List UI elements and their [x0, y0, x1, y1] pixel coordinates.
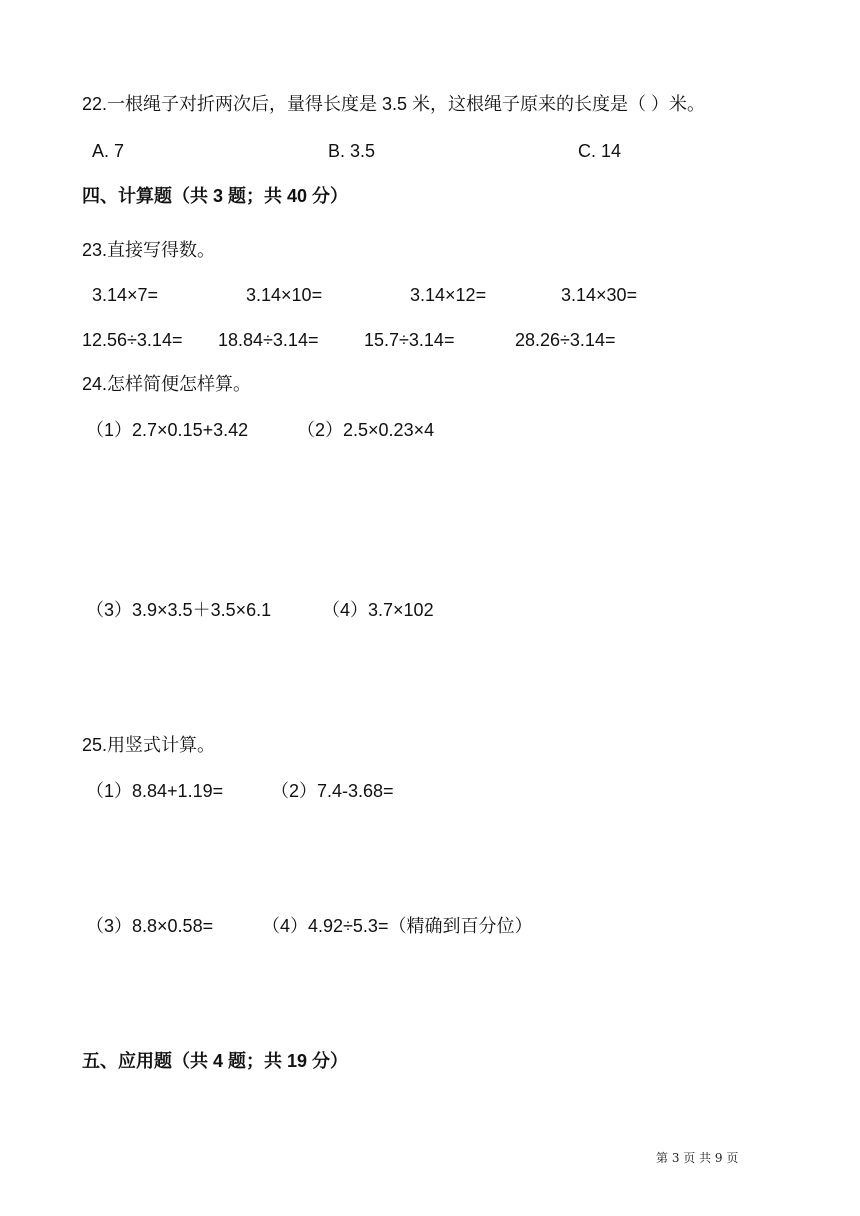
q23-question: 23.直接写得数。: [82, 240, 216, 260]
q22-option-b: B. 3.5: [328, 141, 376, 161]
q25-item: （1）8.84+1.19=: [86, 781, 224, 801]
page-number: 第 3 页 共 9 页: [656, 1151, 739, 1165]
q22-option-c: C. 14: [578, 141, 622, 161]
q25-item: （4）4.92÷5.3=（精确到百分位）: [262, 916, 533, 936]
section-heading-application: 五、应用题（共 4 题；共 19 分）: [82, 1051, 349, 1071]
q24-question: 24.怎样简便怎样算。: [82, 374, 252, 394]
q22-question: 22.一根绳子对折两次后，量得长度是 3.5 米，这根绳子原来的长度是（ ）米。: [82, 94, 706, 114]
q23-item: 3.14×10=: [246, 285, 323, 305]
q23-item: 3.14×7=: [92, 285, 159, 305]
q24-item: （1）2.7×0.15+3.42: [86, 420, 249, 440]
section-heading-calculation: 四、计算题（共 3 题；共 40 分）: [82, 186, 349, 206]
q25-item: （3）8.8×0.58=: [86, 916, 214, 936]
q22-option-a: A. 7: [92, 141, 125, 161]
q24-item: （3）3.9×3.5＋3.5×6.1: [86, 600, 272, 620]
q23-item: 18.84÷3.14=: [218, 330, 319, 350]
q24-item: （4）3.7×102: [322, 600, 434, 620]
q23-item: 28.26÷3.14=: [515, 330, 616, 350]
q25-item: （2）7.4-3.68=: [271, 781, 394, 801]
q24-item: （2）2.5×0.23×4: [297, 420, 435, 440]
q23-item: 3.14×30=: [561, 285, 638, 305]
q23-item: 12.56÷3.14=: [82, 330, 183, 350]
q23-item: 3.14×12=: [410, 285, 487, 305]
q25-question: 25.用竖式计算。: [82, 735, 216, 755]
q23-item: 15.7÷3.14=: [364, 330, 455, 350]
